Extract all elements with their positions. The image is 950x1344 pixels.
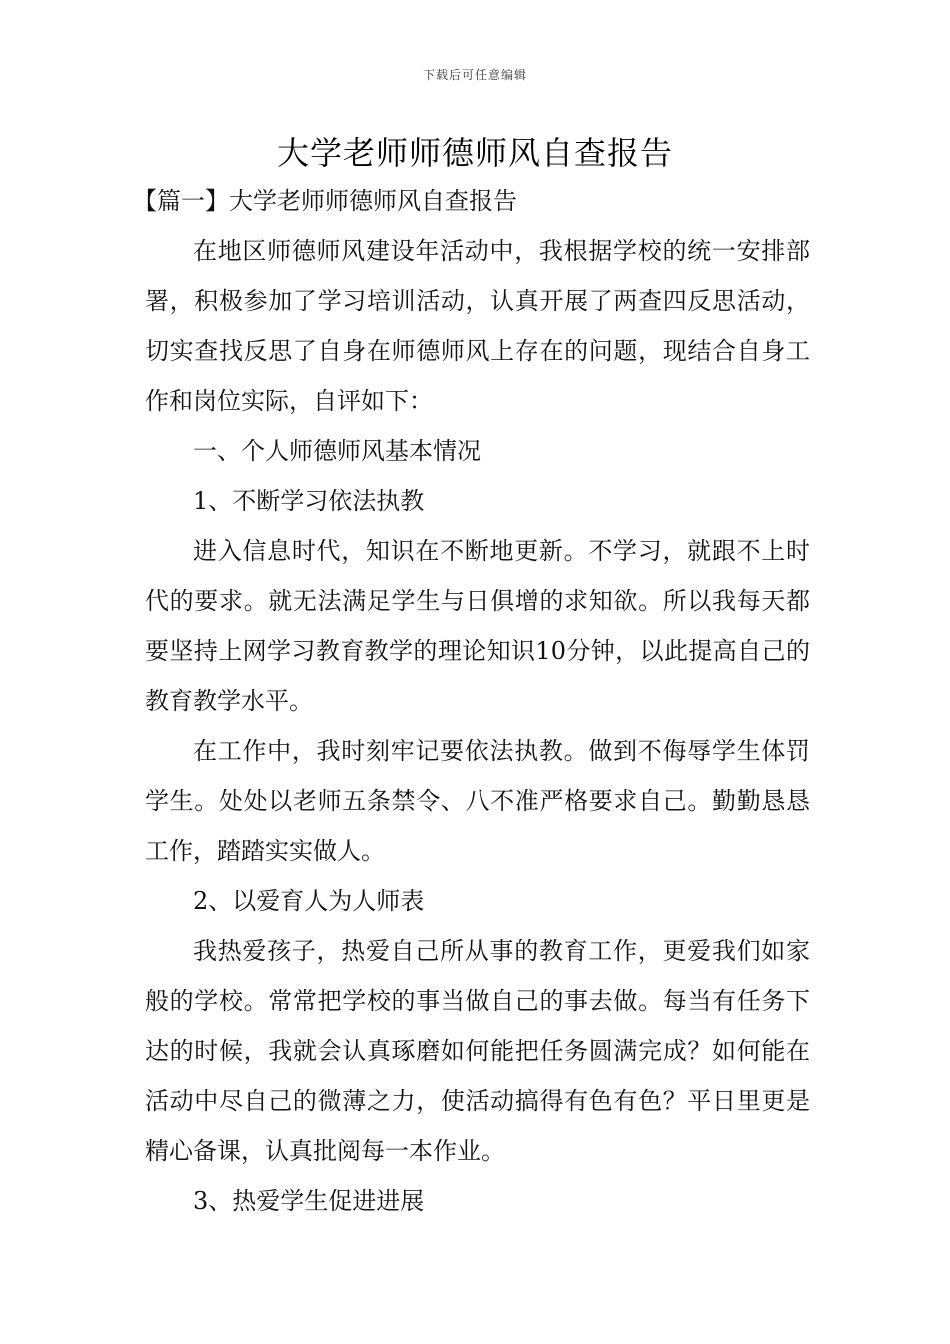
header-note: 下载后可任意编辑 bbox=[422, 68, 527, 82]
subsection-heading: 2、以爱育人为人师表 bbox=[193, 887, 425, 915]
paragraph: 进入信息时代，知识在不断地更新。不学习，就跟不上时代的要求。就无法满足学生与日俱增的求知欲。所以我每天都要坚持上网学习教育教学的理论知识10分钟，以此提高自己的教育教学水平。 bbox=[145, 537, 810, 715]
subsection-heading: 1、不断学习依法执教 bbox=[193, 487, 425, 515]
paragraph: 在工作中，我时刻牢记要依法执教。做到不侮辱学生体罚学生。处处以老师五条禁令、八不准严格要求自己。勤勤恳恳工作，踏踏实实做人。 bbox=[145, 737, 810, 865]
document-body bbox=[133, 176, 810, 1226]
section-heading: 一、个人师德师风基本情况 bbox=[193, 437, 481, 465]
subsection-heading: 3、热爱学生促进进展 bbox=[193, 1187, 425, 1215]
paragraph: 在地区师德师风建设年活动中，我根据学校的统一安排部署，积极参加了学习培训活动，认真开展了两查四反思活动，切实查找反思了自身在师德师风上存在的问题，现结合自身工作和岗位实际，自评如下： bbox=[145, 237, 810, 415]
section-label: 【篇一】大学老师师德师风自查报告 bbox=[133, 187, 517, 215]
paragraph: 我热爱孩子，热爱自己所从事的教育工作，更爱我们如家般的学校。常常把学校的事当做自己的事去做。每当有任务下达的时候，我就会认真琢磨如何能把任务圆满完成？如何能在活动中尽自己的微薄之力，使活动搞得有色有色？平日里更是精心备课，认真批阅每一本作业。 bbox=[145, 937, 810, 1165]
document-title: 大学老师师德师风自查报告 bbox=[276, 134, 673, 172]
